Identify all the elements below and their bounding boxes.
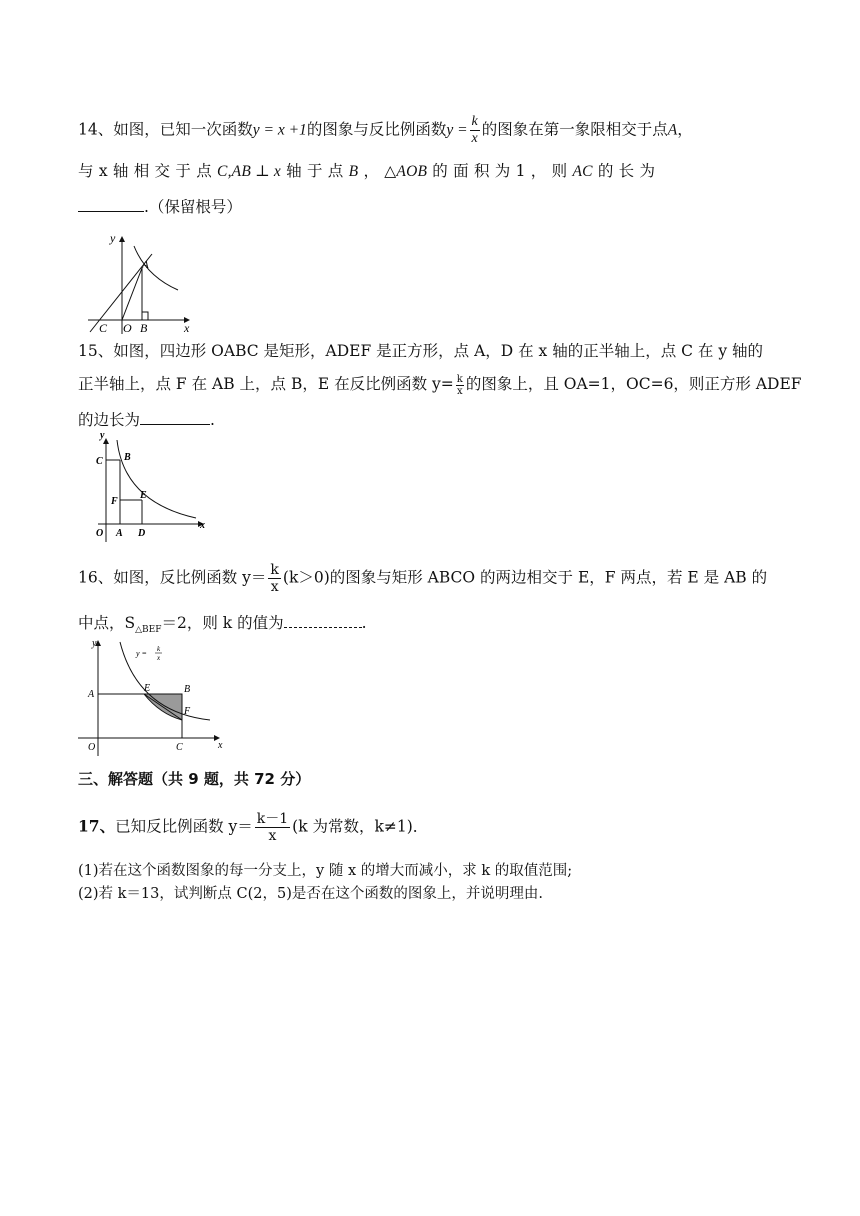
q15-line-2: 正半轴上，点 F 在 AB 上，点 B，E 在反比例函数 y= $\frac{k}{x}$ 的图象上，且 OA=1，OC=6，则正方形 ADEF [78, 373, 802, 397]
q14-number: 14、 [78, 120, 114, 139]
q16-label-b: B [184, 684, 191, 695]
q15-label-o: O [96, 528, 104, 539]
q17-fraction: $\frac{k-1}{x}$ [256, 811, 289, 844]
q16-label-a: A [88, 689, 95, 700]
q17-part-2: (2)若 k＝13，试判断点 C(2，5)是否在这个函数的图象上，并说明理由. [78, 886, 543, 902]
q16-func-num: k [157, 645, 161, 653]
q14-line-3: .（保留根号） [78, 195, 784, 218]
q14-linear-equation: y = x +1 [252, 121, 307, 139]
q14-label-a: A [142, 259, 149, 271]
q14-figure [80, 228, 195, 336]
q17-part-1: (1)若在这个函数图象的每一分支上，y 随 x 的增大而减小，求 k 的取值范围; [78, 863, 573, 879]
q14-right-angle-mark [142, 312, 148, 320]
q16-func-den: x [157, 654, 161, 662]
q16-label-o: O [88, 742, 96, 753]
q16-answer-blank[interactable] [284, 611, 362, 628]
q15-label-b: B [124, 452, 131, 463]
section-3-title: 三、解答题（共 9 题，共 72 分） [78, 770, 311, 788]
q14-inverse-fraction: $\frac{k}{x}$ [471, 114, 478, 146]
q16-number: 16、 [78, 568, 114, 587]
q16-label-y: y [92, 638, 97, 649]
q14-label-c: C [99, 321, 108, 335]
q14-line-1: 14、如图，已知一次函数y = x +1的图象与反比例函数y = $\frac{k}{x}$ 的图象在第一象限相交于点A， [78, 114, 693, 146]
q14-line-2: 与 x 轴 相 交 于 点 C,AB ⊥ x 轴 于 点 B ， △AOB 的 面 积 为 1 ， 则 AC 的 长 为 [78, 162, 656, 180]
q15-label-f: F [111, 496, 118, 507]
q17-line-1: 17、已知反比例函数 y＝ $\frac{k-1}{x}$ (k 为常数，k≠1)． [78, 811, 429, 844]
q15-line-3: 的边长为 . [78, 408, 784, 431]
q16-fraction: $\frac{k}{x}$ [270, 562, 279, 595]
q15-label-e: E [140, 490, 147, 501]
q16-label-x: x [218, 740, 223, 751]
q14-answer-blank[interactable] [78, 195, 144, 212]
q15-label-c: C [96, 456, 103, 467]
q15-number: 15、 [78, 342, 114, 360]
q16-line-1: 16、如图，反比例函数 y＝ $\frac{k}{x}$ (k＞0)的图象与矩形 ABCO 的两边相交于 E，F 两点，若 E 是 AB 的 [78, 562, 768, 595]
q15-label-y: y [100, 432, 105, 441]
q16-line-2: 中点，$S_{\triangle BEF}=2$，则 k 的值为 . [78, 611, 784, 641]
q15-answer-blank[interactable] [140, 408, 210, 425]
q15-label-a: A [116, 528, 123, 539]
q16-figure [78, 634, 228, 758]
q16-label-f: F [184, 706, 191, 717]
q14-label-o: O [123, 321, 132, 335]
q14-label-b: B [140, 321, 148, 335]
q14-y-arrow-icon [119, 236, 125, 242]
q15-figure [84, 432, 212, 544]
q15-fraction: $\frac{k}{x}$ [456, 373, 463, 397]
q15-label-x: x [200, 520, 205, 531]
q16-label-e: E [144, 683, 151, 694]
q16-label-c: C [176, 742, 183, 753]
q15-label-d: D [138, 528, 146, 539]
q14-label-x: x [184, 321, 190, 335]
q15-line-1: 15、如图，四边形 OABC 是矩形，ADEF 是正方形，点 A，D 在 x 轴的正半轴上，点 C 在 y 轴的 [78, 342, 764, 360]
q16-func-label: y = [136, 649, 147, 658]
q14-segment-ao [122, 268, 142, 320]
q17-number: 17、 [78, 816, 116, 836]
q14-label-y: y [110, 231, 116, 245]
